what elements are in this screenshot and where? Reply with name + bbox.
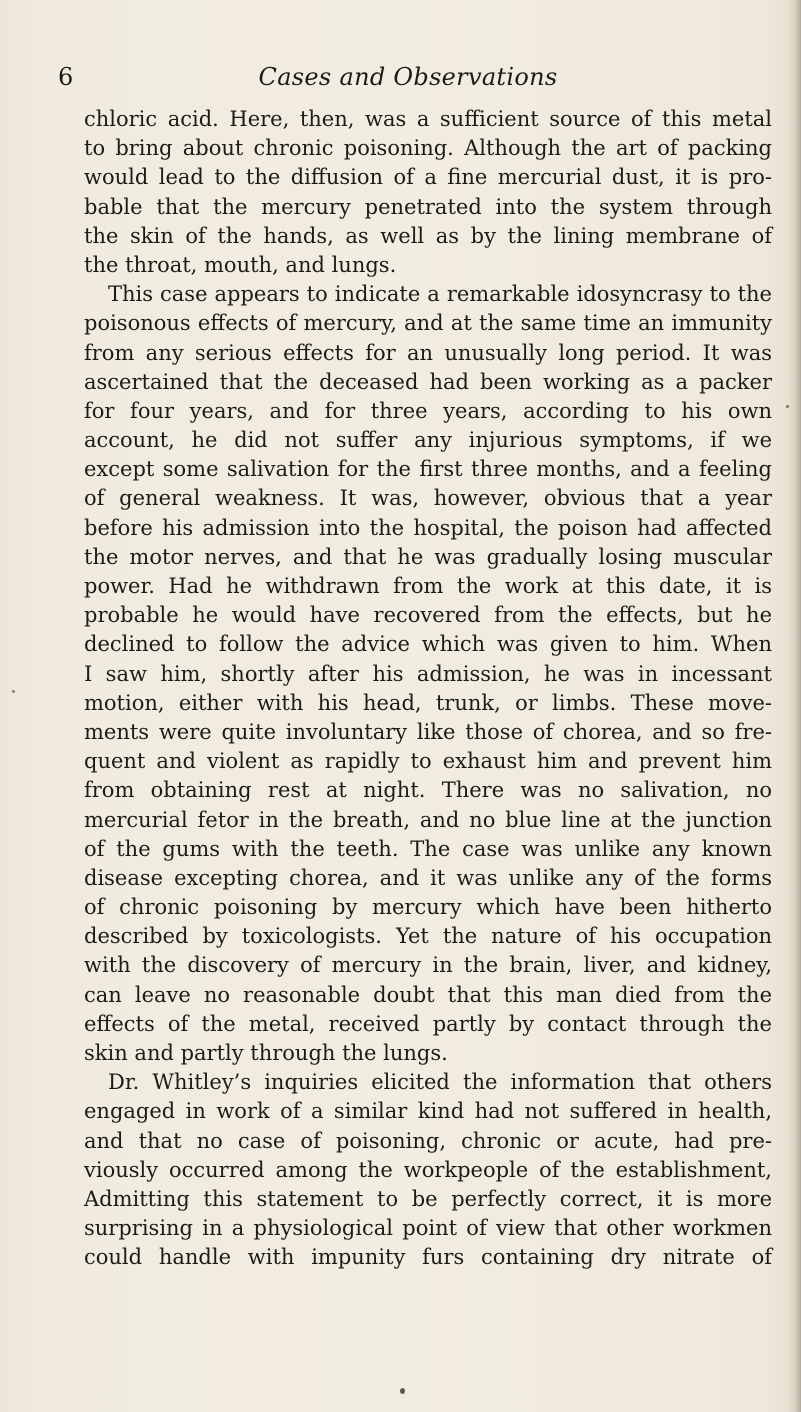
text-line: ascertained that the deceased had been working as a packer: [84, 369, 772, 394]
running-title: Cases and Observations: [258, 63, 558, 91]
text-line: the throat, mouth, and lungs.: [84, 252, 397, 277]
text-line: the motor nerves, and that he was gradually losing muscular: [84, 544, 772, 569]
text-line: surprising in a physiological point of view that other workmen: [84, 1216, 772, 1241]
page-header: [58, 60, 758, 94]
text-line: motion, either with his head, trunk, or limbs. These move-: [84, 690, 772, 715]
text-line: except some salivation for the first three months, and a feeling: [84, 457, 772, 482]
page-edge-shadow: [787, 0, 801, 1412]
text-line: effects of the metal, received partly by contact through the: [84, 1011, 772, 1036]
print-speck: [786, 405, 789, 408]
text-line: from any serious effects for an unusually long period. It was: [84, 340, 772, 365]
text-line: for four years, and for three years, according to his own: [84, 398, 772, 423]
text-line: ments were quite involuntary like those of chorea, and so fre-: [84, 719, 772, 744]
text-line: to bring about chronic poisoning. Although the art of packing: [84, 136, 772, 161]
text-line: I saw him, shortly after his admission, he was in incessant: [84, 661, 772, 686]
text-line: account, he did not suffer any injurious symptoms, if we: [84, 428, 772, 453]
text-line: the skin of the hands, as well as by the lining membrane of: [84, 223, 772, 248]
text-line: and that no case of poisoning, chronic or acute, had pre-: [84, 1128, 772, 1153]
text-line: skin and partly through the lungs.: [84, 1041, 448, 1065]
body-text: [84, 105, 772, 1273]
text-line: poisonous effects of mercury, and at the same time an immunity: [84, 311, 772, 336]
text-line: disease excepting chorea, and it was unlike any of the forms: [84, 865, 772, 890]
text-line: engaged in work of a similar kind had not suffered in health,: [84, 1099, 772, 1124]
text-line: Dr. Whitley’s inquiries elicited the information that others: [108, 1070, 772, 1095]
print-speck: [400, 1388, 405, 1394]
text-line: Admitting this statement to be perfectly correct, it is more: [84, 1186, 772, 1211]
text-line: from obtaining rest at night. There was no salivation, no: [84, 778, 772, 803]
text-line: probable he would have recovered from the effects, but he: [84, 603, 772, 628]
text-line: of the gums with the teeth. The case was unlike any known: [84, 836, 772, 861]
text-line: chloric acid. Here, then, was a sufficient source of this metal: [84, 107, 772, 131]
text-line: would lead to the diffusion of a fine mercurial dust, it is pro-: [84, 165, 772, 190]
text-line: described by toxicologists. Yet the nature of his occupation: [84, 924, 772, 949]
text-line: quent and violent as rapidly to exhaust him and prevent him: [84, 749, 772, 774]
text-line: can leave no reasonable doubt that this man died from the: [84, 982, 772, 1007]
text-line: This case appears to indicate a remarkable idosyncrasy to the: [108, 282, 772, 307]
print-speck: [12, 690, 15, 693]
text-line: mercurial fetor in the breath, and no blue line at the junction: [84, 807, 772, 832]
text-line: bable that the mercury penetrated into the system through: [84, 194, 772, 219]
text-line: could handle with impunity furs containing dry nitrate of: [84, 1245, 772, 1270]
page-number: 6: [58, 63, 74, 91]
text-line: of general weakness. It was, however, obvious that a year: [84, 486, 772, 511]
text-line: declined to follow the advice which was given to him. When: [84, 632, 772, 657]
text-line: before his admission into the hospital, the poison had affected: [84, 515, 772, 540]
text-line: viously occurred among the workpeople of the establishment,: [84, 1157, 772, 1182]
text-line: power. Had he withdrawn from the work at this date, it is: [84, 574, 772, 598]
text-line: of chronic poisoning by mercury which have been hitherto: [84, 895, 772, 920]
text-line: with the discovery of mercury in the brain, liver, and kidney,: [84, 953, 772, 978]
